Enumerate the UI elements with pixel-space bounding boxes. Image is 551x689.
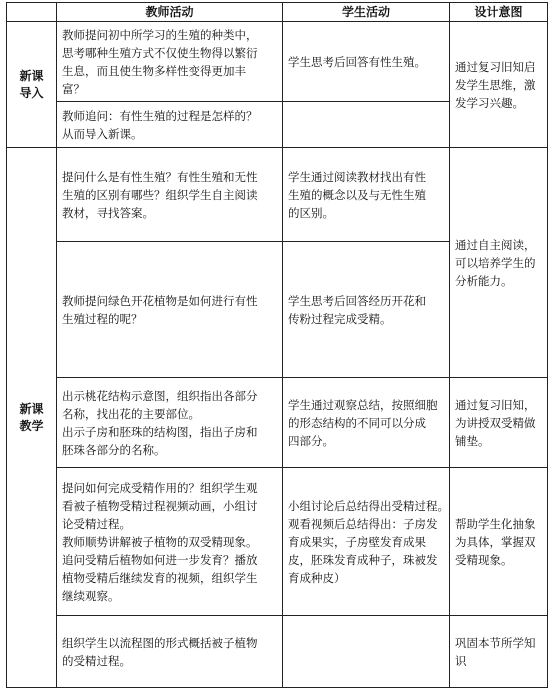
table-row — [7, 468, 548, 616]
student-activity-cell: 学生通过阅读教材找出有性 生殖的概念以及与无性生殖 的区别。 — [283, 148, 450, 242]
teacher-activity-cell: 教师提问绿色开花植物是如何进行有性 生殖过程的呢？ — [57, 242, 283, 378]
teacher-activity-cell: 教师追问：有性生殖的过程是怎样的？ 从而导入新课。 — [57, 102, 283, 148]
stage-intro: 新课 导入 — [7, 22, 57, 148]
design-intent-cell: 帮助学生化抽象 为具体，掌握双 受精现象。 — [450, 468, 548, 616]
student-activity-cell: 小组讨论后总结得出受精过程。 观看视频后总结得出：子房发 育成果实，子房壁发育成果 皮，胚珠发育成种子，珠被发 育成种皮） — [283, 468, 450, 616]
design-intent-cell: 通过复习旧知启 发学生思维，激 发学习兴趣。 — [450, 22, 548, 148]
design-intent-cell: 巩固本节所学知 识 — [450, 616, 548, 688]
header-row — [7, 3, 548, 22]
student-activity-cell: 学生思考后回答经历开花和 传粉过程完成受精。 — [283, 242, 450, 378]
lesson-plan-table — [6, 2, 548, 688]
header-stage — [7, 3, 57, 22]
table-row — [7, 22, 548, 102]
table-row — [7, 378, 548, 468]
table-row — [7, 616, 548, 688]
student-activity-cell: 学生思考后回答有性生殖。 — [283, 22, 450, 102]
teacher-activity-cell: 出示桃花结构示意图，组织指出各部分 名称，找出花的主要部位。 出示子房和胚珠的结构图，指出子房和 胚珠各部分的名称。 — [57, 378, 283, 468]
teacher-activity-cell: 组织学生以流程图的形式概括被子植物 的受精过程。 — [57, 616, 283, 688]
table-row — [7, 148, 548, 242]
teacher-activity-cell: 提问什么是有性生殖？有性生殖和无性 生殖的区别有哪些？组织学生自主阅读 教材，寻找答案。 — [57, 148, 283, 242]
student-activity-cell: 学生通过观察总结，按照细胞 的形态结构的不同可以分成 四部分。 — [283, 378, 450, 468]
header-design-intent: 设计意图 — [450, 3, 548, 22]
student-activity-cell — [283, 616, 450, 688]
header-student-activity: 学生活动 — [283, 3, 450, 22]
design-intent-cell: 通过复习旧知， 为讲授双受精做 铺垫。 — [450, 378, 548, 468]
design-intent-cell: 通过自主阅读， 可以培养学生的 分析能力。 — [450, 148, 548, 378]
header-teacher-activity: 教师活动 — [57, 3, 283, 22]
stage-teaching: 新课 教学 — [7, 148, 57, 688]
student-activity-cell — [283, 102, 450, 148]
teacher-activity-cell: 提问如何完成受精作用的？组织学生观 看被子植物受精过程视频动画，小组讨 论受精过程。 教师顺势讲解被子植物的双受精现象。 追问受精后植物如何进一步发育？播放 植物受精后继续发育的视频，组织学生 继续观察。 — [57, 468, 283, 616]
teacher-activity-cell: 教师提问初中所学习的生殖的种类中， 思考哪种生殖方式不仅使生物得以繁衍 生息，而且使生物多样性变得更加丰 富？ — [57, 22, 283, 102]
